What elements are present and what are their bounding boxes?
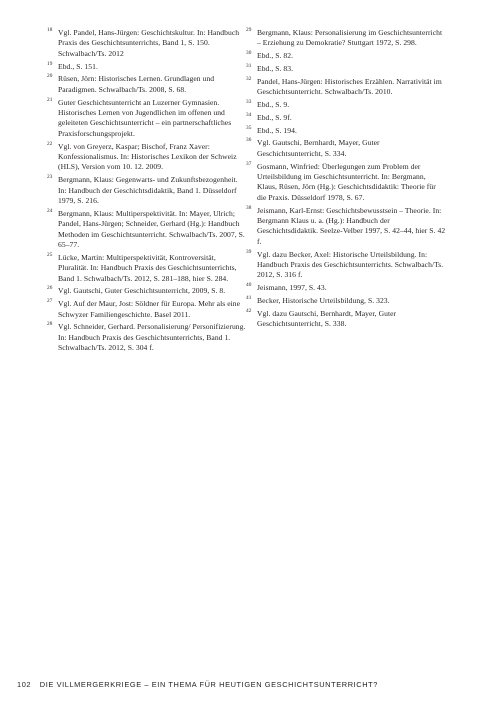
footnote bbox=[246, 100, 446, 110]
footnote bbox=[246, 126, 446, 136]
footnote bbox=[246, 283, 446, 293]
footnote bbox=[47, 98, 247, 140]
running-title: DIE VILLMERGERKRIEGE – EIN THEMA FÜR HEUTIGEN GESCHICHTSUNTERRICHT? bbox=[39, 680, 378, 689]
footnote-text: Vgl. Gautschi, Guter Geschichtsunterricht, 2009, S. 8. bbox=[58, 286, 226, 296]
footnote-text: Ebd., S. 9f. bbox=[257, 112, 292, 122]
footnote-text: Pandel, Hans-Jürgen: Historisches Erzählen. Narrativität im Geschichtsunterricht. Schwalbach/Ts. 2010. bbox=[257, 76, 442, 97]
footnote-text: Bergmann, Klaus: Multiperspektivität. In: Mayer, Ulrich; Pandel, Hans-Jürgen; Schneider, Gerhard (Hg.): Handbuch Methoden im Geschichtsunterricht. Schwalbach/Ts. 2007, S. 65–77. bbox=[58, 208, 245, 250]
footnote bbox=[47, 322, 247, 353]
footnote bbox=[47, 175, 247, 206]
footnote-number: 29 bbox=[246, 27, 252, 33]
footnote-text: Ebd., S. 151. bbox=[58, 61, 98, 71]
footnote-number: 22 bbox=[47, 140, 53, 147]
footnote-number: 25 bbox=[47, 251, 53, 258]
footnote bbox=[47, 286, 247, 296]
footnote bbox=[47, 62, 247, 72]
footnote bbox=[246, 162, 446, 204]
footnote-text: Jeismann, Karl-Ernst: Geschichtsbewusstsein – Theorie. In: Bergmann Klaus u. a. (Hg.): Handbuch der Geschichtsdidaktik. Seelze-Velber 1997, S. 42–44, hier S. 42 f. bbox=[257, 205, 446, 246]
footnote-text: Guter Geschichtsunterricht an Luzerner Gymnasien. Historisches Lernen von Jugendlichen im offenen und geleiteten Geschichtsunterricht – ein partnerschaftliches Praxisforschungsprojekt. bbox=[58, 97, 232, 138]
footnote-text: Rüsen, Jörn: Historisches Lernen. Grundlagen und Paradigmen. Schwalbach/Ts. 2008, S. 68. bbox=[58, 74, 215, 94]
footnote-number: 20 bbox=[47, 73, 53, 80]
footnote-text: Bergmann, Klaus: Gegenwarts- und Zukunftsbezogenheit. In: Handbuch der Geschichtsdidaktik, Band 1. Düsseldorf 1979, S. 216. bbox=[58, 175, 238, 206]
footnote-number: 33 bbox=[246, 99, 252, 105]
footnote-text: Bergmann, Klaus: Personalisierung im Geschichtsunterricht – Erziehung zu Demokratie? Stuttgart 1972, S. 298. bbox=[257, 28, 443, 48]
footnote-number: 26 bbox=[47, 285, 53, 292]
footnote bbox=[246, 250, 446, 281]
footnote-text: Ebd., S. 9. bbox=[257, 100, 290, 109]
footnote bbox=[246, 77, 446, 98]
footnote bbox=[246, 309, 446, 330]
footnotes-right-column bbox=[246, 28, 446, 332]
footnote bbox=[47, 142, 247, 173]
footnote-number: 32 bbox=[246, 75, 252, 82]
footnote-number: 37 bbox=[246, 160, 252, 167]
footnote bbox=[47, 209, 247, 251]
footnote-text: Vgl. Schneider, Gerhard. Personalisierung/ Personifizierung. In: Handbuch Praxis des Geschichtsunterrichts, Band 1. Schwalbach/Ts. 2012, S. 304 f. bbox=[58, 322, 246, 353]
footnote bbox=[246, 51, 446, 61]
footnote-number: 38 bbox=[246, 204, 252, 211]
footnote-text: Becker, Historische Urteilsbildung, S. 323. bbox=[257, 296, 390, 306]
footnote-number: 41 bbox=[246, 295, 252, 302]
footnote-number: 19 bbox=[47, 60, 53, 67]
page-number: 102 bbox=[17, 680, 32, 689]
footnote-number: 35 bbox=[246, 124, 252, 131]
footnote-number: 24 bbox=[47, 207, 53, 214]
footnote bbox=[246, 28, 446, 49]
footnote-number: 34 bbox=[246, 111, 252, 118]
footnote bbox=[246, 138, 446, 159]
footnote-text: Ebd., S. 194. bbox=[257, 125, 297, 135]
footnotes-left-column bbox=[47, 28, 247, 356]
footnote-number: 18 bbox=[47, 27, 53, 33]
footnote bbox=[246, 296, 446, 306]
footnote-number: 23 bbox=[47, 174, 53, 181]
footnote bbox=[47, 299, 247, 320]
footnote-number: 27 bbox=[47, 298, 53, 305]
footnote-text: Ebd., S. 82. bbox=[257, 51, 294, 61]
footnote-text: Jeismann, 1997, S. 43. bbox=[257, 283, 327, 293]
footnote-text: Vgl. Auf der Maur, Jost: Söldner für Europa. Mehr als eine Schwyzer Familiengeschichte. Basel 2011. bbox=[58, 299, 241, 319]
footnote bbox=[246, 206, 446, 248]
footnote-text: Lücke, Martin: Multiperspektivität, Kontroversität, Pluralität. In: Handbuch Praxis des Geschichtsunterrichts, Band 1. Schwalbach/Ts. 2012, S. 281–188, hier S. 284. bbox=[58, 252, 237, 283]
page-footer bbox=[17, 680, 378, 689]
footnote-text: Vgl. dazu Becker, Axel: Historische Urteilsbildung. In: Handbuch Praxis des Geschichtsunterrichts. Schwalbach/Ts. 2012, S. 316 f. bbox=[257, 249, 444, 280]
footnote-text: Ebd., S. 83. bbox=[257, 64, 294, 73]
footnote-number: 42 bbox=[246, 307, 252, 314]
footnote bbox=[47, 253, 247, 284]
footnote-number: 39 bbox=[246, 248, 252, 255]
footnote-number: 36 bbox=[246, 137, 252, 144]
footnote-text: Vgl. Gautschi, Bernhardt, Mayer, Guter Geschichtsunterricht, S. 334. bbox=[257, 138, 380, 158]
footnote-number: 31 bbox=[246, 63, 252, 69]
footnote bbox=[246, 64, 446, 74]
footnote-text: Gosmann, Winfried: Überlegungen zum Problem der Urteilsbildung im Geschichtsunterricht. In: Bergmann, Klaus, Rüsen, Jörn (Hg.): Geschichtsdidaktik: Theorie für die Praxis. Düsseldorf 1978, S. 67. bbox=[257, 161, 436, 202]
footnote bbox=[47, 28, 247, 59]
footnote-number: 21 bbox=[47, 96, 53, 103]
footnote-number: 28 bbox=[47, 321, 53, 328]
footnote-number: 30 bbox=[246, 50, 252, 57]
footnote-text: Vgl. Pandel, Hans-Jürgen: Geschichtskultur. In: Handbuch Praxis des Geschichtsunterrichts, Band 1, S. 150. Schwalbach/Ts. 2012 bbox=[58, 28, 240, 58]
footnote-text: Vgl. von Greyerz, Kaspar; Bischof, Franz Xaver: Konfessionalismus. In: Historisches Lexikon der Schweiz (HLS), Version vom 10. 12. 2009. bbox=[58, 141, 237, 172]
footnote bbox=[47, 74, 247, 95]
footnote bbox=[246, 113, 446, 123]
footnote-text: Vgl. dazu Gautschi, Bernhardt, Mayer, Guter Geschichtsunterricht, S. 338. bbox=[257, 308, 397, 329]
footnote-number: 40 bbox=[246, 282, 252, 289]
